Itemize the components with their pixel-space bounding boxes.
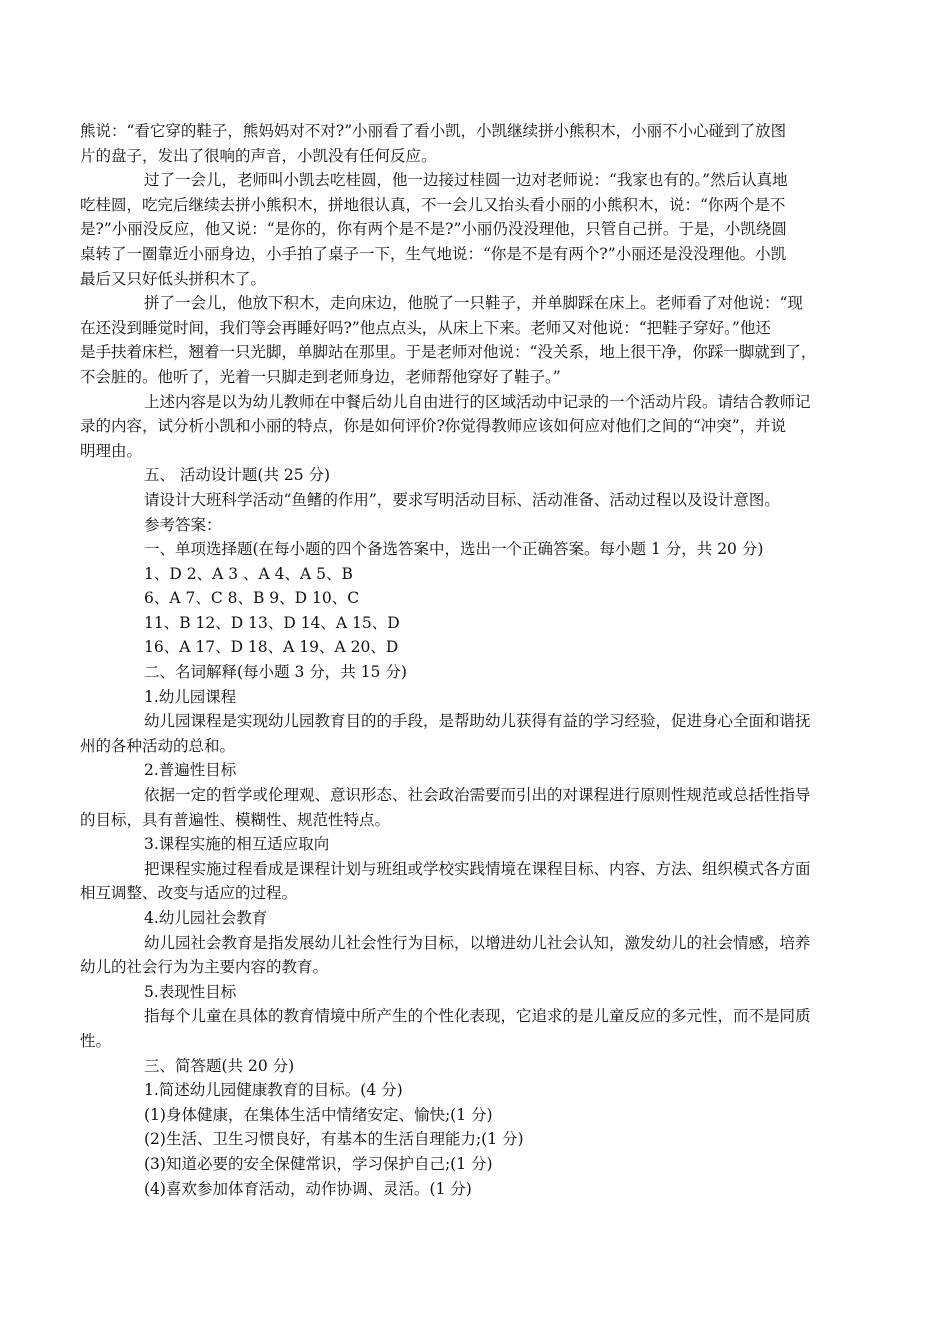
- text-line: (4)喜欢参加体育活动，动作协调、灵活。(1 分): [144, 1179, 472, 1198]
- text-line: 参考答案：: [144, 515, 222, 534]
- text-line: 三、简答题(共 20 分): [144, 1056, 295, 1075]
- text-line: 的目标，具有普遍性、模糊性、规范性特点。: [80, 810, 391, 829]
- text-line: 2.普遍性目标: [144, 761, 237, 780]
- text-line: 熊说：“看它穿的鞋子，熊妈妈对不对?”小丽看了看小凯，小凯继续拼小熊积木，小丽不小心碰到了放图: [80, 122, 787, 140]
- text-line: 录的内容，试分析小凯和小丽的特点，你是如何评价?你觉得教师应该如何应对他们之间的“冲突”，并说: [80, 417, 787, 436]
- text-line: (1)身体健康，在集体生活中情绪安定、愉快;(1 分): [144, 1105, 493, 1124]
- text-line: 上述内容是以为幼儿教师在中餐后幼儿自由进行的区域活动中记录的一个活动片段。请结合教师记: [144, 392, 811, 411]
- text-line: 是手扶着床栏，翘着一只光脚，单脚站在那里。于是老师对他说：“没关系，地上很干净，你踩一脚就到了，: [80, 343, 817, 362]
- text-line: 桌转了一圈靠近小丽身边，小手拍了桌子一下，生气地说：“你是不是有两个?”小丽还是没没理他。小凯: [80, 244, 787, 263]
- text-line: 1、D 2、A 3 、A 4、A 5、B: [144, 564, 353, 583]
- text-line: 6、A 7、C 8、B 9、D 10、C: [144, 589, 360, 608]
- text-line: 五、 活动设计题(共 25 分): [144, 466, 331, 485]
- text-line: 片的盘子，发出了很响的声音，小凯没有任何反应。: [80, 146, 437, 165]
- text-line: 1.幼儿园课程: [144, 687, 237, 706]
- text-line: 幼儿园课程是实现幼儿园教育目的的手段，是帮助幼儿获得有益的学习经验，促进身心全面和谐抚: [144, 712, 811, 731]
- text-line: 幼儿的社会行为为主要内容的教育。: [80, 958, 329, 977]
- text-line: 请设计大班科学活动“鱼鳍的作用”，要求写明活动目标、活动准备、活动过程以及设计意图。: [144, 490, 780, 509]
- text-line: 明理由。: [80, 441, 143, 460]
- text-line: 相互调整、改变与适应的过程。: [80, 884, 298, 903]
- text-line: 过了一会儿，老师叫小凯去吃桂圆，他一边接过桂圆一边对老师说：“我家也有的。”然后认真地: [144, 171, 788, 190]
- text-line: 是?”小丽没反应，他又说：“是你的，你有两个是不是?”小丽仍没没理他，只管自己拼。于是，小凯绕圆: [80, 220, 787, 239]
- text-line: 依据一定的哲学或伦理观、意识形态、社会政治需要而引出的对课程进行原则性规范或总括性指导: [144, 786, 811, 805]
- text-line: 不会脏的。他听了，光着一只脚走到老师身边，老师帮他穿好了鞋子。”: [80, 367, 561, 386]
- document-body: [80, 119, 870, 1201]
- text-line: (2)生活、卫生习惯良好，有基本的生活自理能力;(1 分): [144, 1130, 524, 1149]
- text-line: 3.课程实施的相互适应取向: [144, 835, 330, 854]
- text-line: 州的各种活动的总和。: [80, 736, 236, 755]
- text-line: 指每个儿童在具体的教育情境中所产生的个性化表现，它追求的是儿童反应的多元性，而不是同质: [144, 1007, 811, 1026]
- text-line: 把课程实施过程看成是课程计划与班组或学校实践情境在课程目标、内容、方法、组织模式各方面: [144, 859, 811, 878]
- text-line: 拼了一会儿，他放下积木，走向床边，他脱了一只鞋子，并单脚踩在床上。老师看了对他说：“现: [144, 294, 803, 313]
- text-line: 性。: [80, 1031, 112, 1050]
- text-line: 5.表现性目标: [144, 982, 237, 1001]
- text-line: 16、A 17、D 18、A 19、A 20、D: [144, 638, 399, 657]
- text-line: 吃桂圆，吃完后继续去拼小熊积木，拼地很认真，不一会儿又抬头看小丽的小熊积木，说：“你两个是不: [80, 195, 786, 214]
- text-line: 4.幼儿园社会教育: [144, 909, 268, 927]
- text-line: 1.简述幼儿园健康教育的目标。(4 分): [144, 1081, 403, 1100]
- text-line: (3)知道必要的安全保健常识，学习保护自己;(1 分): [144, 1154, 493, 1173]
- text-line: 最后又只好低头拼积木了。: [80, 269, 267, 288]
- text-line: 11、B 12、D 13、D 14、A 15、D: [144, 613, 400, 632]
- text-line: 幼儿园社会教育是指发展幼儿社会性行为目标，以增进幼儿社会认知，激发幼儿的社会情感，培养: [144, 933, 811, 952]
- text-line: 在还没到睡觉时间，我们等会再睡好吗?”他点点头，从床上下来。老师又对他说：“把鞋子穿好。”他还: [80, 318, 771, 337]
- text-line: 一、单项选择题(在每小题的四个备选答案中，选出一个正确答案。每小题 1 分，共 20 分): [144, 540, 764, 559]
- text-line: 二、名词解释(每小题 3 分，共 15 分): [144, 663, 407, 682]
